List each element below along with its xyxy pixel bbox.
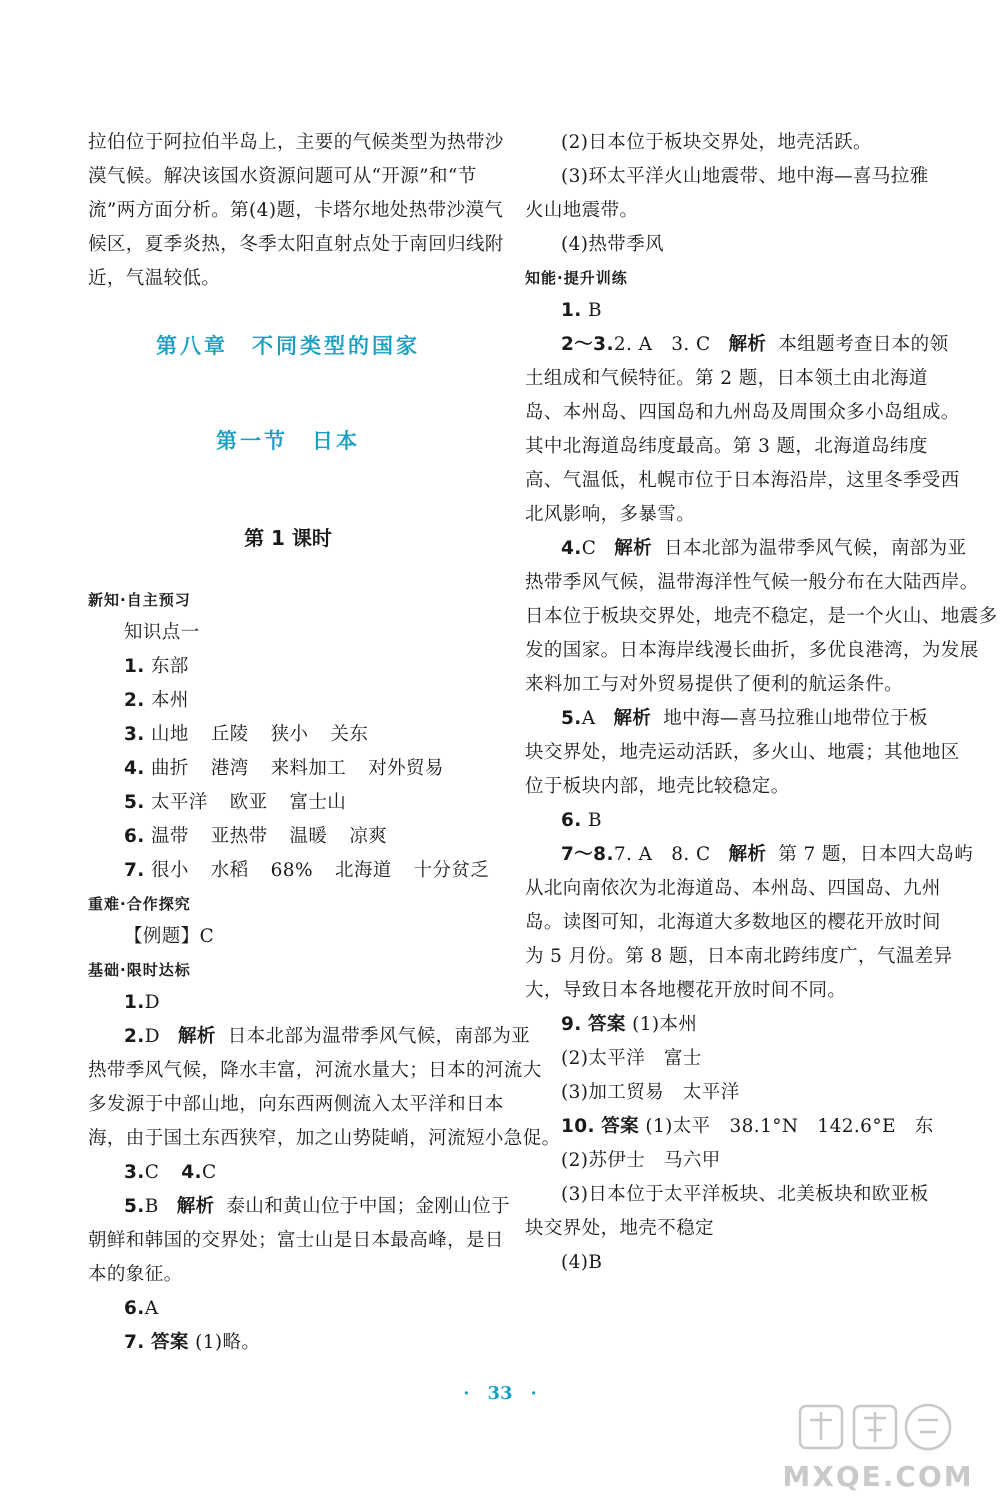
text-line: 候区，夏季炎热，冬季太阳直射点处于南回归线附	[88, 234, 504, 255]
text-line: 漠气候。解决该国水资源问题可从“开源”和“节	[88, 166, 477, 187]
text-line: 岛。读图可知，北海道大多数地区的樱花开放时间	[525, 912, 941, 933]
left-column-top	[88, 126, 504, 296]
answer-3-4: 3.C 4.C	[124, 1162, 217, 1183]
answer-r9: 9. 答案 (1)本州	[561, 1014, 698, 1035]
text-line: 岛、本州岛、四国岛和九州岛及周围众多小岛组成。	[525, 402, 960, 423]
answer-1: 1.D	[124, 992, 160, 1013]
kp-item-6: 6. 温带 亚热带 温暖 凉爽	[124, 826, 388, 847]
text-line: 位于板块内部，地壳比较稳定。	[525, 776, 790, 797]
text-line: 大，导致日本各地樱花开放时间不同。	[525, 980, 847, 1001]
answer-5: 5.B 解析 泰山和黄山位于中国；金刚山位于	[124, 1196, 511, 1217]
text-line: 多发源于中部山地，向东西两侧流入太平洋和日本	[88, 1094, 504, 1115]
text-line: 北风影响，多暴雪。	[525, 504, 696, 525]
text-line: (2)太平洋 富士	[561, 1048, 702, 1069]
text-line: 火山地震带。	[525, 200, 639, 221]
section-heading: 知能·提升训练	[525, 269, 628, 287]
text-line: 热带季风气候，降水丰富，河流水量大；日本的河流大	[88, 1060, 542, 1081]
left-column-body	[88, 584, 561, 1360]
text-line: (3)加工贸易 太平洋	[561, 1082, 740, 1103]
svg-text:MXQE.COM: MXQE.COM	[782, 1460, 974, 1493]
right-column	[525, 126, 998, 1280]
kp-item-1: 1. 东部	[124, 656, 189, 677]
answer-7: 7. 答案 (1)略。	[124, 1332, 261, 1353]
text-line: (2)日本位于板块交界处，地壳活跃。	[561, 132, 872, 153]
text-line: (4)B	[561, 1252, 603, 1273]
text-line: 日本位于板块交界处，地壳不稳定，是一个火山、地震多	[525, 606, 998, 627]
section-heading: 重难·合作探究	[88, 895, 191, 913]
text-line: 来料加工与对外贸易提供了便利的航运条件。	[525, 674, 904, 695]
text-line: 块交界处，地壳运动活跃，多火山、地震；其他地区	[525, 742, 960, 763]
example-answer: 【例题】C	[124, 926, 215, 947]
page-dot-right: ·	[530, 1383, 537, 1404]
chapter-title: 第八章 不同类型的国家	[156, 334, 420, 358]
lesson-title: 第 1 课时	[244, 526, 332, 550]
text-line: 拉伯位于阿拉伯半岛上，主要的气候类型为热带沙	[88, 132, 504, 153]
knowledge-point-heading: 知识点一	[124, 622, 200, 643]
kp-item-5: 5. 太平洋 欧亚 富士山	[124, 792, 347, 813]
text-line: (3)日本位于太平洋板块、北美板块和欧亚板	[561, 1184, 929, 1205]
text-line: (4)热带季风	[561, 234, 665, 255]
text-line: 高、气温低，札幌市位于日本海沿岸，这里冬季受西	[525, 470, 960, 491]
text-line: (3)环太平洋火山地震带、地中海—喜马拉雅	[561, 166, 929, 187]
watermark-logo	[778, 1398, 978, 1498]
text-line: 其中北海道岛纬度最高。第 3 题，北海道岛纬度	[525, 436, 928, 457]
answer-r6: 6. B	[561, 810, 602, 831]
kp-item-7: 7. 很小 水稻 68% 北海道 十分贫乏	[124, 860, 490, 881]
answer-r4: 4.C 解析 日本北部为温带季风气候，南部为亚	[561, 538, 967, 559]
kp-item-4: 4. 曲折 港湾 来料加工 对外贸易	[124, 758, 444, 779]
answer-r10: 10. 答案 (1)太平 38.1°N 142.6°E 东	[561, 1116, 934, 1137]
page-number-value: 33	[487, 1383, 513, 1404]
text-line: 为 5 月份。第 8 题，日本南北跨纬度广，气温差异	[525, 946, 953, 967]
text-line: 流”两方面分析。第(4)题，卡塔尔地处热带沙漠气	[88, 200, 504, 221]
text-line: 海，由于国土东西狭窄，加之山势陡峭，河流短小急促。	[88, 1128, 561, 1149]
answer-r7-8: 7～8.7. A 8. C 解析 第 7 题，日本四大岛屿	[561, 844, 974, 865]
watermark-logo-mark	[782, 1405, 973, 1493]
text-line: 土组成和气候特征。第 2 题，日本领土由北海道	[525, 368, 928, 389]
answer-2: 2.D 解析 日本北部为温带季风气候，南部为亚	[124, 1026, 531, 1047]
answer-6: 6.A	[124, 1298, 159, 1319]
text-line: 从北向南依次为北海道岛、本州岛、四国岛、九州	[525, 878, 941, 899]
kp-item-3: 3. 山地 丘陵 狭小 关东	[124, 724, 369, 745]
kp-item-2: 2. 本州	[124, 690, 189, 711]
section-heading: 新知·自主预习	[88, 591, 191, 609]
text-line: 块交界处，地壳不稳定	[525, 1218, 715, 1239]
text-line: 发的国家。日本海岸线漫长曲折，多优良港湾，为发展	[525, 640, 979, 661]
answer-r2-3: 2～3.2. A 3. C 解析 本组题考查日本的领	[561, 334, 949, 355]
text-line: 热带季风气候，温带海洋性气候一般分布在大陆西岸。	[525, 572, 979, 593]
page-dot-left: ·	[463, 1383, 470, 1404]
text-line: (2)苏伊士 马六甲	[561, 1150, 721, 1171]
answer-r1: 1. B	[561, 300, 602, 321]
answer-r5: 5.A 解析 地中海—喜马拉雅山地带位于板	[561, 708, 928, 729]
text-line: 近，气温较低。	[88, 268, 221, 289]
text-line: 本的象征。	[88, 1264, 183, 1285]
section-title: 第一节 日本	[216, 429, 360, 453]
section-heading: 基础·限时达标	[88, 961, 191, 979]
text-line: 朝鲜和韩国的交界处；富士山是日本最高峰，是日	[88, 1230, 504, 1251]
